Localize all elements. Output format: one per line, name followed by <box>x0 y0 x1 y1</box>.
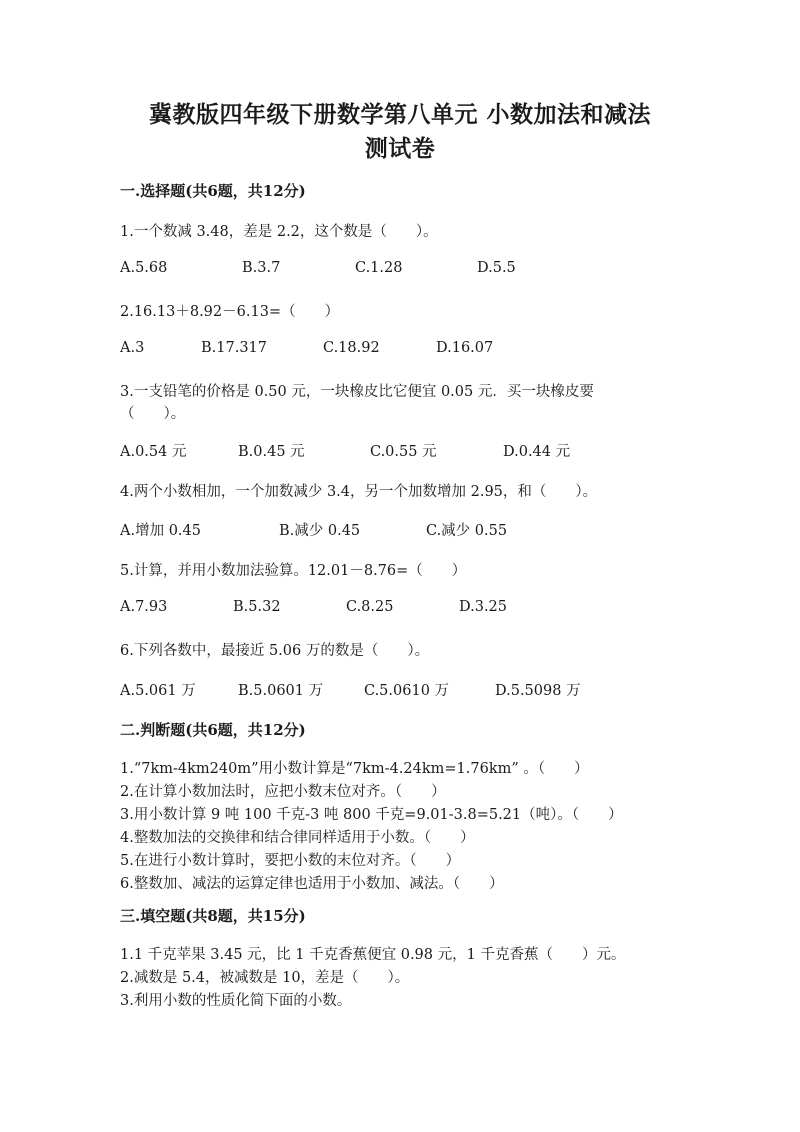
option-b: B.5.0601 万 <box>238 683 324 699</box>
section-heading-fill-blank: 三.填空题(共8题，共15分) <box>120 907 306 925</box>
question-text: 2.16.13＋8.92－6.13=（ ） <box>120 304 340 320</box>
option-b: B.减少 0.45 <box>279 523 361 539</box>
option-d: D.5.5 <box>477 260 516 276</box>
question-text-continued: （ ）。 <box>120 406 186 422</box>
list-item: 2.在计算小数加法时，应把小数末位对齐。（ ） <box>120 784 446 800</box>
list-item: 5.在进行小数计算时，要把小数的末位对齐。（ ） <box>120 853 461 869</box>
list-item: 1.“7km-4km240m”用小数计算是“7km-4.24km=1.76km” 。（ ） <box>120 761 589 777</box>
option-d: D.5.5098 万 <box>495 683 581 699</box>
question-text: 1.一个数减 3.48，差是 2.2，这个数是（ ）。 <box>120 224 438 240</box>
list-item: 3.用小数计算 9 吨 100 千克-3 吨 800 千克=9.01-3.8=5.21（吨）。（ ） <box>120 807 623 823</box>
section-heading-judgment: 二.判断题(共6题，共12分) <box>120 721 306 739</box>
option-a: A.5.061 万 <box>120 683 196 699</box>
option-c: C.0.55 元 <box>370 444 437 460</box>
list-item: 3.利用小数的性质化简下面的小数。 <box>120 993 352 1009</box>
option-a: A.3 <box>120 340 145 356</box>
page-title-line2: 测试卷 <box>364 135 436 162</box>
option-c: C.减少 0.55 <box>426 523 508 539</box>
list-item: 2.减数是 5.4，被减数是 10，差是（ ）。 <box>120 970 410 986</box>
option-d: D.3.25 <box>459 599 508 615</box>
option-a: A.增加 0.45 <box>120 523 201 539</box>
question-text: 4.两个小数相加，一个加数减少 3.4，另一个加数增加 2.95，和（ ）。 <box>120 484 598 500</box>
option-c: C.18.92 <box>323 340 380 356</box>
list-item: 1.1 千克苹果 3.45 元，比 1 千克香蕉便宜 0.98 元，1 千克香蕉（ ）元。 <box>120 947 626 963</box>
option-d: D.0.44 元 <box>503 444 571 460</box>
option-a: A.5.68 <box>120 260 168 276</box>
option-b: B.17.317 <box>201 340 268 356</box>
question-text: 5.计算，并用小数加法验算。12.01－8.76=（ ） <box>120 563 467 579</box>
option-b: B.0.45 元 <box>238 444 305 460</box>
option-c: C.8.25 <box>346 599 394 615</box>
option-b: B.5.32 <box>233 599 281 615</box>
list-item: 6.整数加、减法的运算定律也适用于小数加、减法。（ ） <box>120 876 504 892</box>
option-c: C.5.0610 万 <box>364 683 450 699</box>
option-b: B.3.7 <box>242 260 281 276</box>
option-c: C.1.28 <box>355 260 403 276</box>
option-a: A.7.93 <box>120 599 168 615</box>
page-title: 冀教版四年级下册数学第八单元 小数加法和减法 <box>148 101 651 128</box>
option-a: A.0.54 元 <box>120 444 187 460</box>
option-d: D.16.07 <box>436 340 494 356</box>
question-text: 3.一支铅笔的价格是 0.50 元，一块橡皮比它便宜 0.05 元．买一块橡皮要 <box>120 384 594 400</box>
list-item: 4.整数加法的交换律和结合律同样适用于小数。（ ） <box>120 830 475 846</box>
question-text: 6.下列各数中，最接近 5.06 万的数是（ ）。 <box>120 643 430 659</box>
section-heading-choice: 一.选择题(共6题，共12分) <box>120 182 306 200</box>
